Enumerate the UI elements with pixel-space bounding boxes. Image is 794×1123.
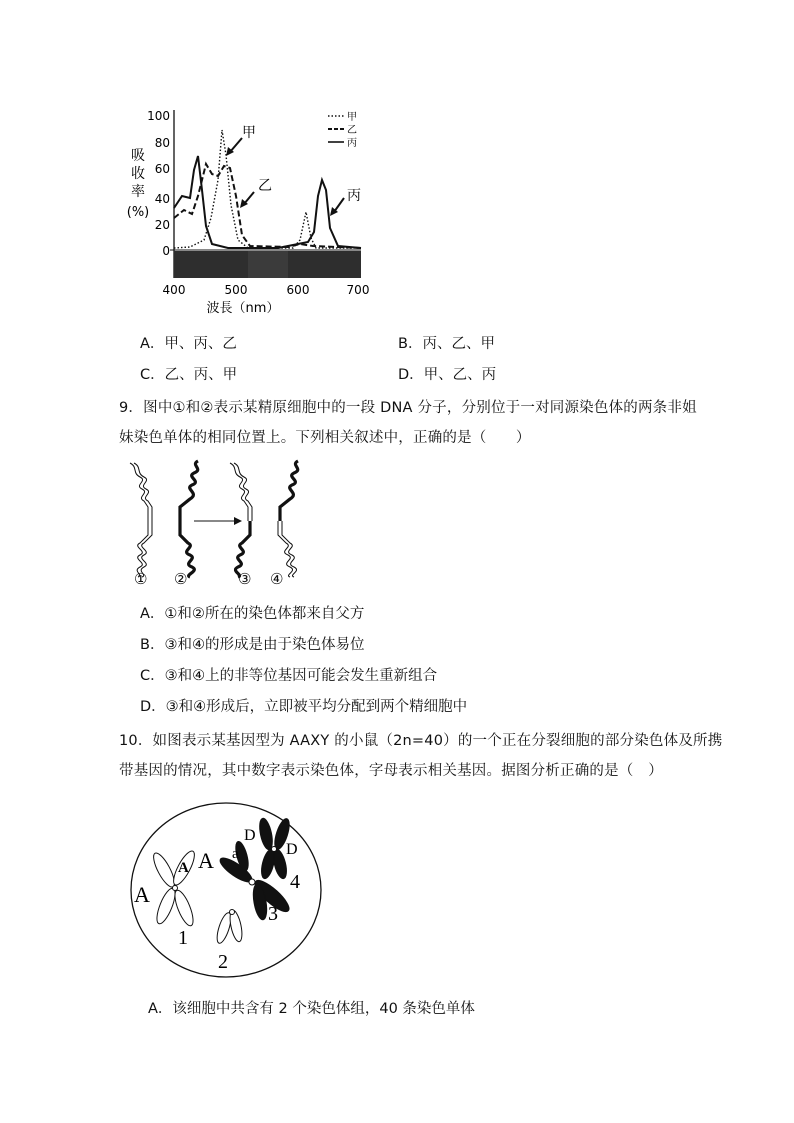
arrow-bing (334, 198, 344, 212)
chromosome-number-4: 4 (290, 871, 300, 893)
y-tick-label: 60 (154, 162, 170, 176)
strand-2 (180, 461, 198, 577)
strand-4-top (280, 461, 298, 521)
y-label-char: 吸 (131, 148, 145, 164)
y-tick-label: 80 (154, 136, 170, 150)
x-tick-label: 600 (286, 283, 310, 297)
arrow-jia (230, 138, 242, 152)
strand-4-bottom (278, 521, 297, 577)
q8-option-b[interactable]: B．丙、乙、甲 (398, 336, 495, 352)
curve-bing (174, 156, 361, 248)
spectrum-svg (118, 100, 378, 320)
gene-A-chr3: A (198, 848, 214, 873)
curve-label-yi: 乙 (258, 178, 272, 194)
q10-option-a[interactable]: A．该细胞中共含有 2 个染色体组，40 条染色单体 (148, 1001, 475, 1017)
y-tick-label: 40 (154, 192, 170, 206)
q8-option-a[interactable]: A．甲、丙、乙 (140, 336, 237, 352)
chromosome-1 (150, 848, 198, 927)
q9-label-2: ② (174, 570, 188, 588)
gene-a-chr3: a (232, 846, 239, 862)
strand-3-bottom (235, 521, 250, 577)
x-tick-label: 500 (224, 283, 248, 297)
spectrum-band-highlight (248, 251, 288, 278)
q9-option-b[interactable]: B．③和④的形成是由于染色体易位 (140, 637, 365, 653)
transform-arrow-head (234, 517, 242, 525)
y-label-char: (%) (126, 205, 150, 220)
q10-cell-figure (128, 800, 324, 980)
y-tick-label: 0 (162, 244, 170, 258)
y-label-char: 率 (131, 184, 145, 200)
gene-A-chr1-left: A (134, 882, 150, 907)
legend-label: 乙 (347, 125, 357, 136)
gene-D-chr4-right: D (286, 841, 298, 858)
q9-option-c[interactable]: C．③和④上的非等位基因可能会发生重新组合 (140, 668, 438, 684)
q8-option-c[interactable]: C．乙、丙、甲 (140, 367, 238, 383)
strand-1 (130, 463, 152, 577)
q9-dna-svg (118, 455, 318, 590)
q9-label-3: ③ (238, 570, 252, 588)
x-axis-label: 波長（nm） (206, 301, 280, 316)
curve-label-bing: 丙 (347, 188, 361, 204)
q9-label-1: ① (134, 570, 148, 588)
q9-dna-figure (118, 455, 318, 590)
q10-cell-svg (128, 800, 324, 980)
q9-option-d[interactable]: D．③和④形成后，立即被平均分配到两个精细胞中 (140, 699, 468, 715)
q9-stem-line2: 妹染色单体的相同位置上。下列相关叙述中，正确的是（ ） (119, 430, 531, 446)
legend-label: 丙 (347, 138, 357, 149)
absorption-spectrum-figure (118, 100, 378, 320)
q10-stem-line2: 带基因的情况，其中数字表示染色体，字母表示相关基因。据图分析正确的是（ ） (119, 763, 663, 779)
chromosome-number-1: 1 (178, 927, 188, 949)
gene-A-chr1-right: A (178, 860, 189, 876)
y-tick-label: 20 (154, 218, 170, 232)
q9-option-a[interactable]: A．①和②所在的染色体都来自父方 (140, 606, 365, 622)
strand-3-top (230, 463, 252, 521)
chromosome-number-2: 2 (218, 951, 228, 973)
y-label-char: 收 (131, 166, 145, 182)
q8-option-d[interactable]: D．甲、乙、丙 (398, 367, 497, 383)
gene-D-chr4-left: D (244, 827, 256, 844)
x-tick-label: 400 (162, 283, 186, 297)
chromosome-2 (214, 909, 244, 944)
chromosome-3 (217, 840, 293, 921)
q9-label-4: ④ (270, 570, 284, 588)
x-tick-label: 700 (346, 283, 370, 297)
chromosome-number-3: 3 (268, 903, 278, 925)
y-tick-label: 100 (147, 109, 170, 123)
q9-stem-line1: 9．图中①和②表示某精原细胞中的一段 DNA 分子，分别位于一对同源染色体的两条非姐 (119, 400, 697, 416)
q10-stem-line1: 10．如图表示某基因型为 AAXY 的小鼠（2n=40）的一个正在分裂细胞的部分染色体及所携 (119, 733, 723, 749)
curve-label-jia: 甲 (242, 125, 256, 141)
legend-label: 甲 (347, 112, 357, 123)
